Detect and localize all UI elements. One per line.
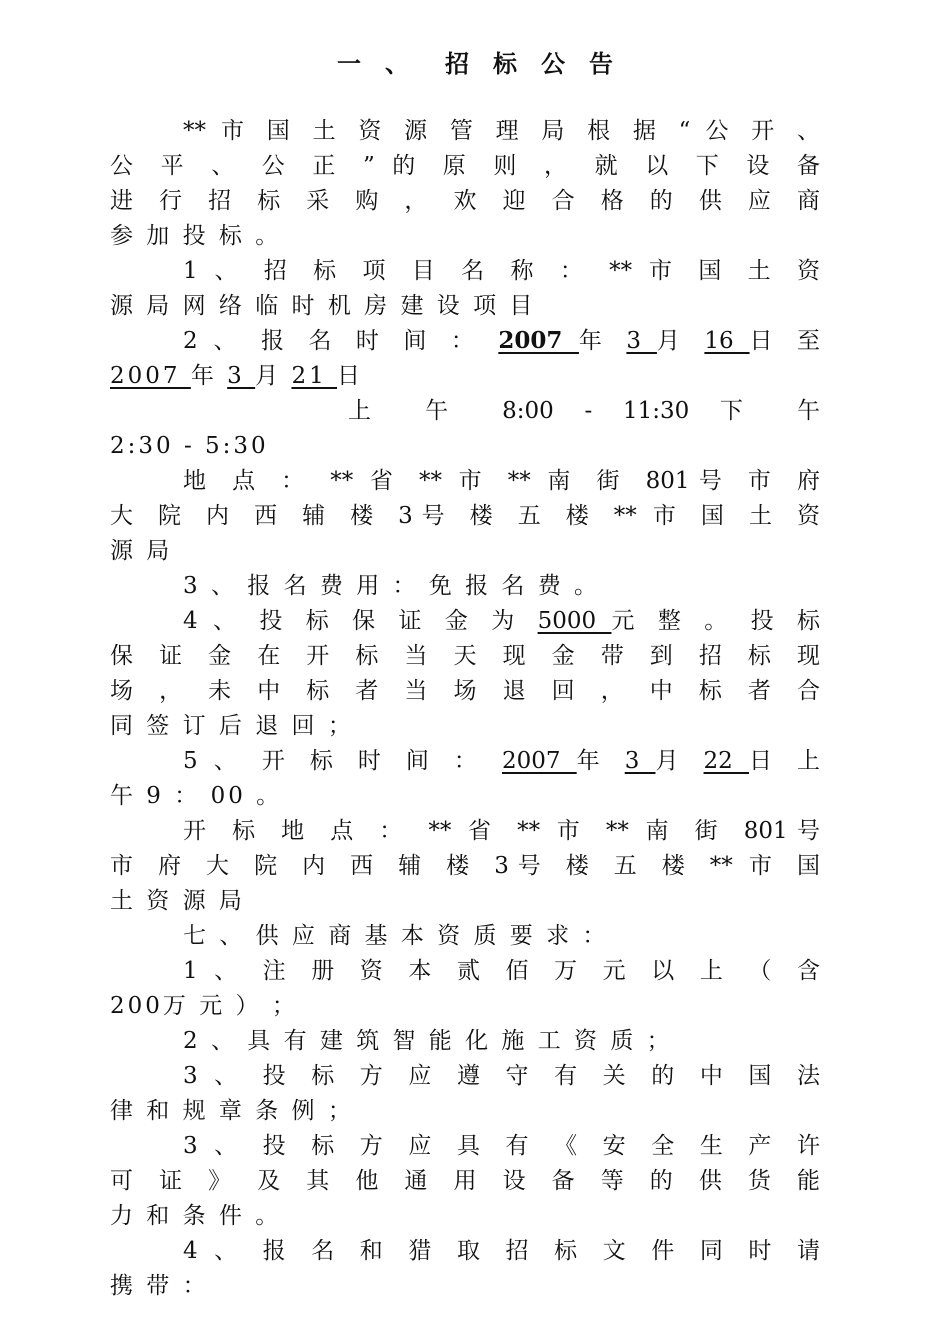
underlined-value: 22 [703,748,749,774]
underlined-value: 21 [291,363,338,389]
text-line: 3 、 投 标 方 应 具 有 《 安 全 生 产 许 [183,1133,820,1159]
text-line: 2:30 - 5:30 [110,433,269,459]
text-segment: 2 、 报 名 时 间 ： [183,328,499,354]
underlined-value: 2007 [501,748,577,774]
text-line: 力 和 条 件 。 [110,1203,282,1229]
text-segment: 年 [576,748,625,774]
text-line: 1 、 注 册 资 本 贰 佰 万 元 以 上 （ 含 [183,958,820,984]
text-line: 4 、 报 名 和 猎 取 招 标 文 件 同 时 请 [183,1238,820,1264]
underlined-value: 3 [227,363,256,389]
text-line: 土 资 源 局 [110,888,245,914]
text-line: 2 、 具 有 建 筑 智 能 化 施 工 资 质 ； [183,1028,673,1054]
text-segment: 年 [190,363,228,389]
text-line: 携 带 ： [110,1273,209,1299]
text-segment: 4 、 投 标 保 证 金 为 [183,608,538,634]
page-title: 一 、 招 标 公 告 [337,49,613,78]
text-segment: 日 上 [748,748,821,774]
text-line: 上 午 8:00 - 11:30 下 午 [348,398,820,424]
text-line: 开 标 地 点 ： ** 省 ** 市 ** 南 街 801号 [183,818,820,844]
text-line: 源 局 [110,538,173,564]
text-line [183,746,820,776]
text-segment: 元 整 。 投 标 [611,608,820,634]
text-segment: 日 [337,363,364,389]
text-line: 可 证 》 及 其 他 通 用 设 备 等 的 供 货 能 [110,1168,820,1194]
underlined-value: 2007 [110,363,191,389]
text-line: 3 、 报 名 费 用 ： 免 报 名 费 。 [183,573,601,599]
text-line: 源 局 网 络 临 时 机 房 建 设 项 目 [110,293,536,319]
text-line: 场 ， 未 中 标 者 当 场 退 回 ， 中 标 者 合 [110,678,820,704]
text-line: ** 市 国 土 资 源 管 理 局 根 据 “ 公 开 、 [183,118,820,144]
text-segment: 年 [578,328,627,354]
text-line: 200万 元 ） ； [110,993,298,1019]
underlined-value: 2007 [498,327,579,354]
text-line: 同 签 订 后 退 回 ； [110,713,354,739]
text-line: 地 点 ： ** 省 ** 市 ** 南 街 801号 市 府 [183,468,820,494]
text-line: 七 、 供 应 商 基 本 资 质 要 求 ： [183,923,609,949]
text-line: 午 9 ： 00 。 [110,783,283,809]
text-segment: 月 [655,748,704,774]
text-line: 市 府 大 院 内 西 辅 楼 3号 楼 五 楼 ** 市 国 [110,853,820,879]
text-segment: 月 [656,328,705,354]
text-line [183,606,820,636]
text-line [110,361,820,391]
text-segment: 5 、 开 标 时 间 ： [183,748,502,774]
text-segment: 月 [255,363,292,389]
underlined-value: 16 [704,328,750,354]
underlined-value: 5000 [537,608,612,634]
text-line [183,326,820,356]
text-line: 参 加 投 标 。 [110,223,282,249]
text-line: 进 行 招 标 采 购 ， 欢 迎 合 格 的 供 应 商 [110,188,820,214]
text-line: 公 平 、 公 正 ” 的 原 则 ， 就 以 下 设 备 [110,153,820,179]
underlined-value: 3 [626,328,657,354]
text-line: 大 院 内 西 辅 楼 3号 楼 五 楼 ** 市 国 土 资 [110,503,820,529]
text-line: 3 、 投 标 方 应 遵 守 有 关 的 中 国 法 [183,1063,820,1089]
underlined-value: 3 [624,748,656,774]
text-line: 1 、 招 标 项 目 名 称 ： ** 市 国 土 资 [183,258,820,284]
text-line: 保 证 金 在 开 标 当 天 现 金 带 到 招 标 现 [110,643,820,669]
text-segment: 日 至 [749,328,821,354]
text-line: 律 和 规 章 条 例 ； [110,1098,354,1124]
